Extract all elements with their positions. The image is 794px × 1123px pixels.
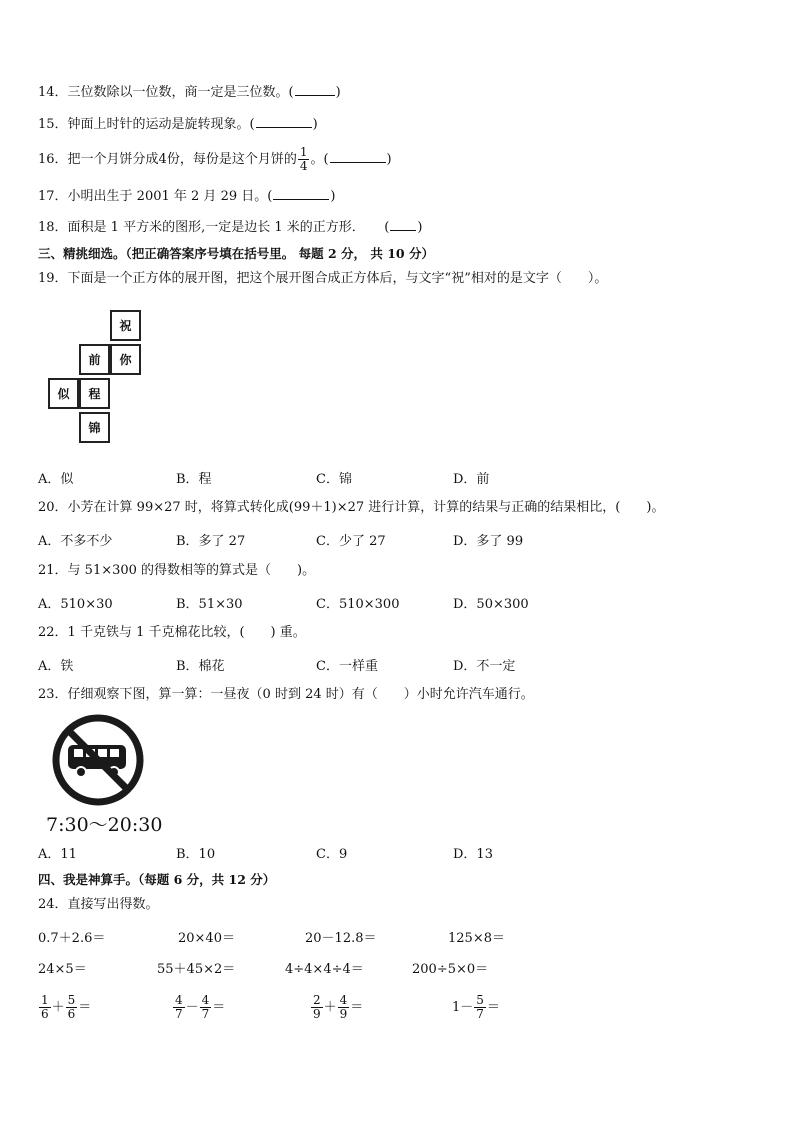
option-d[interactable]: D．不一定: [453, 659, 516, 674]
question-14: 14．三位数除以一位数，商一定是三位数。( ): [38, 85, 341, 100]
net-cell: 祝: [110, 310, 141, 341]
calc-item: 125×8＝: [448, 931, 505, 946]
option-c[interactable]: C．锦: [316, 472, 352, 487]
net-cell: 似: [48, 378, 79, 409]
question-15: 15．钟面上时针的运动是旋转现象。( ): [38, 117, 318, 132]
answer-blank[interactable]: [256, 115, 312, 128]
answer-blank[interactable]: [295, 83, 335, 96]
no-bus-sign-icon: [50, 712, 146, 808]
fraction: $\frac{5}{6}$: [67, 993, 76, 1021]
fraction-calc-item: 1－ $\frac{5}{7}$ ＝: [452, 993, 500, 1021]
option-c[interactable]: C．一样重: [316, 659, 378, 674]
fraction: $\frac{1}{4}$: [299, 145, 308, 173]
option-a[interactable]: A．11: [38, 847, 77, 862]
option-b[interactable]: B．多了 27: [176, 534, 246, 549]
question-18: 18．面积是 1 平方米的图形,一定是边长 1 米的正方形． ( ): [38, 220, 423, 235]
option-d[interactable]: D．前: [453, 472, 490, 487]
option-d[interactable]: D．50×300: [453, 597, 529, 612]
fraction: $\frac{1}{6}$: [41, 993, 49, 1021]
question-24: 24．直接写出得数。: [38, 897, 159, 912]
option-b[interactable]: B．棉花: [176, 659, 225, 674]
fraction: $\frac{5}{7}$: [476, 993, 484, 1021]
net-cell: 锦: [79, 412, 110, 443]
option-c[interactable]: C．510×300: [316, 597, 400, 612]
fraction: $\frac{2}{9}$: [313, 993, 321, 1021]
answer-blank[interactable]: [390, 218, 416, 231]
calc-item: 4÷4×4÷4＝: [285, 962, 364, 977]
option-b[interactable]: B．10: [176, 847, 216, 862]
option-d[interactable]: D．多了 99: [453, 534, 524, 549]
question-17: 17．小明出生于 2001 年 2 月 29 日。( ): [38, 189, 336, 204]
section-4-heading: 四、我是神算手。（每题 6 分，共 12 分）: [38, 872, 276, 887]
question-22: 22．1 千克铁与 1 千克棉花比较，( ) 重。: [38, 625, 306, 640]
fraction-calc-item: $\frac{2}{9}$ ＋ $\frac{4}{9}$ ＝: [313, 993, 364, 1021]
net-cell: 你: [110, 344, 141, 375]
calc-item: 55＋45×2＝: [157, 962, 236, 977]
fraction-calc-item: $\frac{4}{7}$ － $\frac{4}{7}$ ＝: [175, 993, 226, 1021]
fraction: $\frac{4}{7}$: [201, 993, 210, 1021]
option-c[interactable]: C．9: [316, 847, 348, 862]
fraction: $\frac{4}{9}$: [339, 993, 348, 1021]
fraction-calc-item: $\frac{1}{6}$ ＋ $\frac{5}{6}$ ＝: [41, 993, 92, 1021]
option-a[interactable]: A．似: [38, 472, 74, 487]
question-19: 19．下面是一个正方体的展开图，把这个展开图合成正方体后，与文字“祝”相对的是文字（ ）。: [38, 271, 608, 286]
option-a[interactable]: A．不多不少: [38, 534, 113, 549]
answer-blank[interactable]: [330, 150, 386, 163]
calc-item: 24×5＝: [38, 962, 87, 977]
option-d[interactable]: D．13: [453, 847, 493, 862]
option-a[interactable]: A．510×30: [38, 597, 113, 612]
question-20: 20．小芳在计算 99×27 时，将算式转化成(99＋1)×27 进行计算，计算的结果与正确的结果相比，( )。: [38, 500, 665, 515]
option-b[interactable]: B．51×30: [176, 597, 243, 612]
section-3-heading: 三、精挑细选。（把正确答案序号填在括号里。 每题 2 分， 共 10 分）: [38, 246, 434, 261]
net-cell: 前: [79, 344, 110, 375]
option-a[interactable]: A．铁: [38, 659, 74, 674]
question-21: 21．与 51×300 的得数相等的算式是（ )。: [38, 563, 316, 578]
net-cell: 程: [79, 378, 110, 409]
answer-blank[interactable]: [273, 187, 329, 200]
calc-item: 0.7＋2.6＝: [38, 931, 106, 946]
question-16: 16．把一个月饼分成4份，每份是这个月饼的 $\frac{1}{4}$ 。( ): [38, 145, 392, 173]
calc-item: 20－12.8＝: [305, 931, 377, 946]
question-23: 23．仔细观察下图，算一算：一昼夜（0 时到 24 时）有（ ）小时允许汽车通行。: [38, 687, 534, 702]
option-c[interactable]: C．少了 27: [316, 534, 386, 549]
sign-time-caption: 7:30～20:30: [46, 814, 163, 836]
option-b[interactable]: B．程: [176, 472, 212, 487]
calc-item: 20×40＝: [178, 931, 235, 946]
calc-item: 200÷5×0＝: [412, 962, 489, 977]
fraction: $\frac{4}{7}$: [175, 993, 183, 1021]
